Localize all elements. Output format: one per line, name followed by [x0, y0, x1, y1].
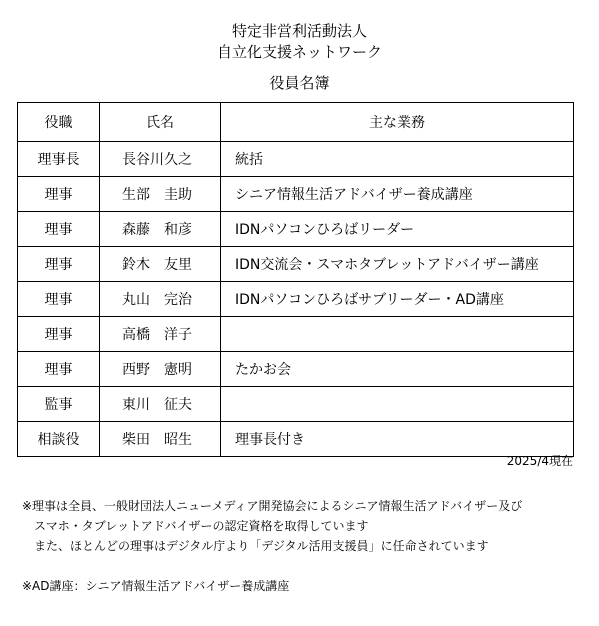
footnote-qualification-cont: スマホ・タブレットアドバイザーの認定資格を取得しています [34, 519, 369, 533]
duty-cell [221, 317, 574, 352]
name-cell: 丸山 完治 [100, 282, 221, 317]
name-cell: 生部 圭助 [100, 177, 221, 212]
name-cell: 西野 憲明 [100, 352, 221, 387]
officer-roster-table [17, 102, 574, 457]
duty-cell: 理事長付き [221, 422, 574, 457]
table-header-row [18, 103, 574, 142]
duty-cell: 統括 [221, 142, 574, 177]
organization-type: 特定非営利活動法人 [231, 22, 367, 40]
name-cell: 高橋 洋子 [100, 317, 221, 352]
table-row [18, 212, 574, 247]
role-cell: 相談役 [18, 422, 100, 457]
duty-cell: たかお会 [221, 352, 574, 387]
table-row [18, 247, 574, 282]
column-header-name: 氏名 [100, 103, 221, 142]
role-cell: 理事 [18, 177, 100, 212]
table-row [18, 177, 574, 212]
name-cell: 長谷川久之 [100, 142, 221, 177]
table-row [18, 317, 574, 352]
duty-cell: IDNパソコンひろばサブリーダー・AD講座 [221, 282, 574, 317]
name-cell: 森藤 和彦 [100, 212, 221, 247]
duty-cell: シニア情報生活アドバイザー養成講座 [221, 177, 574, 212]
column-header-duty: 主な業務 [221, 103, 574, 142]
role-cell: 理事 [18, 317, 100, 352]
name-cell: 東川 征夫 [100, 387, 221, 422]
name-cell: 鈴木 友里 [100, 247, 221, 282]
table-row [18, 387, 574, 422]
duty-cell: IDNパソコンひろばリーダー [221, 212, 574, 247]
column-header-role: 役職 [18, 103, 100, 142]
organization-name: 自立化支援ネットワーク [216, 43, 382, 61]
role-cell: 理事長 [18, 142, 100, 177]
as-of-date: 2025/4現在 [506, 454, 573, 468]
duty-cell [221, 387, 574, 422]
table-row [18, 142, 574, 177]
role-cell: 理事 [18, 212, 100, 247]
page-title: 役員名簿 [269, 74, 330, 92]
duty-cell: IDN交流会・スマホタブレットアドバイザー講座 [221, 247, 574, 282]
role-cell: 理事 [18, 352, 100, 387]
name-cell: 柴田 昭生 [100, 422, 221, 457]
table-row [18, 352, 574, 387]
footnote-ad-course: ※AD講座：シニア情報生活アドバイザー養成講座 [22, 579, 290, 593]
role-cell: 理事 [18, 282, 100, 317]
table-row [18, 422, 574, 457]
role-cell: 理事 [18, 247, 100, 282]
role-cell: 監事 [18, 387, 100, 422]
footnote-digital-agency: また、ほとんどの理事はデジタル庁より「デジタル活用支援員」に任命されています [34, 539, 489, 553]
footnote-qualification: ※理事は全員、一般財団法人ニューメディア開発協会によるシニア情報生活アドバイザー及び [22, 499, 523, 513]
table-row [18, 282, 574, 317]
